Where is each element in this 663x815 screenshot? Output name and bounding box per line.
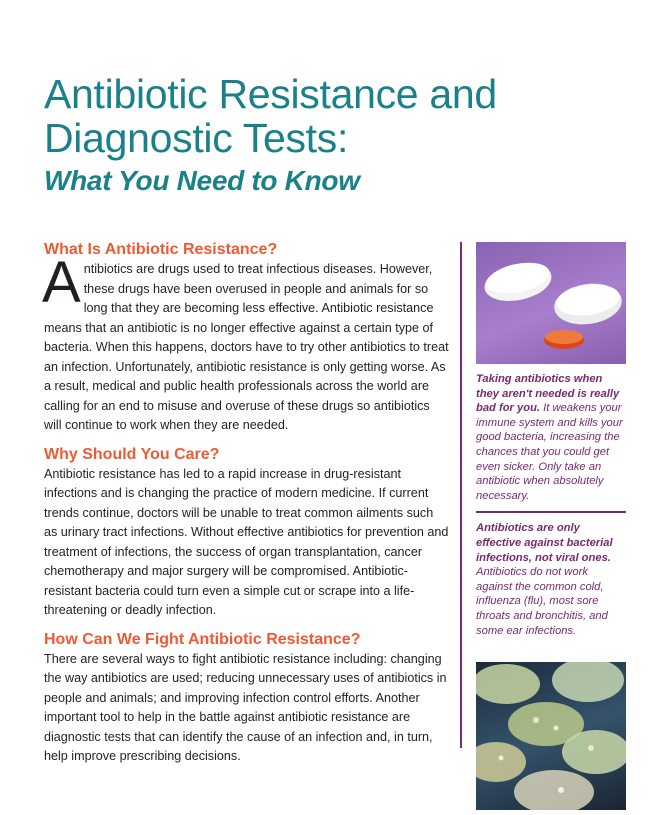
section-heading: What Is Antibiotic Resistance?: [44, 241, 278, 258]
section-how-fight: [44, 630, 449, 767]
sidebar: [476, 242, 626, 810]
page-title: [44, 72, 644, 198]
petri-dishes-photo: [476, 662, 626, 810]
section-text: ntibiotics are drugs used to treat infectious diseases. However, these drugs have been overused in people and animals for so long that they are becoming less effective. Antibiotic resistance means that an antibiotic is no longer effective against a certain type of bacteria. When this happens, doctors have to try other antibiotics to treat an infection. Unfortunately, antibiotic resistance is only getting worse. As a result, medical and public health professionals across the world are calling for an end to misuse and overuse of these drugs so antibiotics will continue to work when they are needed.: [44, 262, 449, 432]
drop-cap: A: [42, 250, 81, 315]
title-line-2: Diagnostic Tests:: [44, 115, 349, 161]
note-emphasis: Antibiotics are only effective against bacterial infections, not viral ones.: [476, 522, 613, 564]
section-body: There are several ways to fight antibiotic resistance including: changing the way antibiotics are used; reducing unnecessary uses of antibiotics in people and animals; and improving infection control efforts. Another important tool to help in the battle against antibiotic resistance are diagnostic tests that can identify the cause of an infection and, in turn, help improve prescribing decisions.: [44, 651, 447, 763]
note-text: Antibiotics do not work against the common cold, influenza (flu), most sore throats and bronchitis, and some ear infections.: [476, 566, 608, 637]
note-text: It weakens your immune system and kills your good bacteria, increasing the chances that you could get even sicker. Only take an antibiotic when absolutely necessary.: [476, 402, 623, 502]
section-why-care: [44, 445, 449, 621]
section-heading: How Can We Fight Antibiotic Resistance?: [44, 630, 361, 648]
pills-photo: [476, 242, 626, 364]
title-line-1: Antibiotic Resistance and: [44, 71, 497, 117]
section-heading: Why Should You Care?: [44, 445, 220, 463]
sidebar-note-1: [476, 364, 626, 511]
page-subtitle: What You Need to Know: [44, 165, 360, 196]
main-content: [44, 240, 449, 776]
section-what-is: [44, 240, 449, 436]
sidebar-note-2: [476, 513, 626, 646]
section-body: [42, 250, 449, 436]
sidebar-divider: [460, 242, 462, 748]
section-body: Antibiotic resistance has led to a rapid increase in drug-resistant infections and is changing the practice of modern medicine. If current trends continue, doctors will be unable to treat common ailments such as urinary tract infections. Without effective antibiotics for prevention and treatment of infections, the success of organ transplantation, cancer chemotherapy and major surgery will be compromised. Antibiotic-resistant bacteria could turn even a simple cut or scrape into a life-threatening or deadly infection.: [44, 466, 449, 617]
note-emphasis: Taking antibiotics when they aren't needed is really bad for you.: [476, 373, 620, 415]
